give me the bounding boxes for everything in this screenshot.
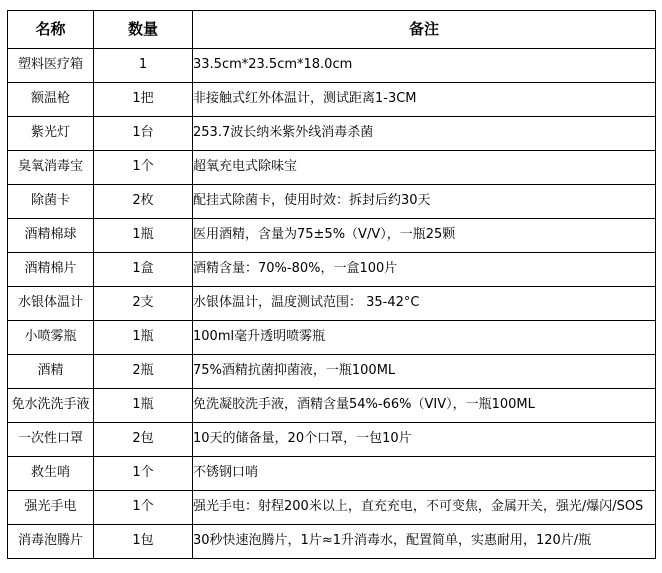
cell-note: 253.7波长纳米紫外线消毒杀菌 xyxy=(193,117,656,151)
cell-name: 强光手电 xyxy=(8,491,94,525)
cell-name: 一次性口罩 xyxy=(8,423,94,457)
supply-table xyxy=(7,10,656,559)
cell-name: 免水洗洗手液 xyxy=(8,389,94,423)
cell-note: 100ml毫升透明喷雾瓶 xyxy=(193,321,656,355)
table-row xyxy=(8,83,656,117)
cell-qty: 2枚 xyxy=(94,185,193,219)
table-row xyxy=(8,389,656,423)
table-row xyxy=(8,423,656,457)
cell-note: 30秒快速泡腾片，1片≈1升消毒水，配置简单，实惠耐用，120片/瓶 xyxy=(193,525,656,559)
cell-qty: 1个 xyxy=(94,457,193,491)
table-row xyxy=(8,151,656,185)
cell-qty: 2支 xyxy=(94,287,193,321)
cell-name: 酒精 xyxy=(8,355,94,389)
table-row xyxy=(8,219,656,253)
header-note: 备注 xyxy=(193,11,656,49)
header-name: 名称 xyxy=(8,11,94,49)
cell-qty: 1把 xyxy=(94,83,193,117)
table-row xyxy=(8,185,656,219)
cell-note: 医用酒精，含量为75±5%（V/V），一瓶25颗 xyxy=(193,219,656,253)
table-row xyxy=(8,525,656,559)
cell-note: 超氧充电式除味宝 xyxy=(193,151,656,185)
table-row xyxy=(8,457,656,491)
cell-qty: 1瓶 xyxy=(94,389,193,423)
cell-name: 额温枪 xyxy=(8,83,94,117)
table-row xyxy=(8,287,656,321)
cell-qty: 1个 xyxy=(94,151,193,185)
cell-name: 消毒泡腾片 xyxy=(8,525,94,559)
cell-qty: 1盒 xyxy=(94,253,193,287)
cell-note: 非接触式红外体温计，测试距离1-3CM xyxy=(193,83,656,117)
table-row xyxy=(8,491,656,525)
cell-note: 10天的储备量，20个口罩，一包10片 xyxy=(193,423,656,457)
cell-name: 除菌卡 xyxy=(8,185,94,219)
cell-name: 酒精棉片 xyxy=(8,253,94,287)
cell-qty: 1台 xyxy=(94,117,193,151)
cell-name: 救生哨 xyxy=(8,457,94,491)
table-row xyxy=(8,321,656,355)
header-row xyxy=(8,11,656,49)
cell-qty: 1包 xyxy=(94,525,193,559)
cell-name: 臭氧消毒宝 xyxy=(8,151,94,185)
cell-note: 酒精含量：70%-80%，一盒100片 xyxy=(193,253,656,287)
table-row xyxy=(8,253,656,287)
cell-qty: 1瓶 xyxy=(94,321,193,355)
cell-note: 强光手电：射程200米以上，直充充电，不可变焦，金属开关，强光/爆闪/SOS xyxy=(193,491,656,525)
cell-qty: 1 xyxy=(94,49,193,83)
cell-name: 小喷雾瓶 xyxy=(8,321,94,355)
cell-note: 75%酒精抗菌抑菌液，一瓶100ML xyxy=(193,355,656,389)
header-qty: 数量 xyxy=(94,11,193,49)
table-row xyxy=(8,49,656,83)
cell-qty: 2包 xyxy=(94,423,193,457)
cell-note: 33.5cm*23.5cm*18.0cm xyxy=(193,49,656,83)
cell-name: 塑料医疗箱 xyxy=(8,49,94,83)
cell-name: 酒精棉球 xyxy=(8,219,94,253)
cell-qty: 1个 xyxy=(94,491,193,525)
cell-note: 不锈钢口哨 xyxy=(193,457,656,491)
cell-qty: 2瓶 xyxy=(94,355,193,389)
cell-name: 水银体温计 xyxy=(8,287,94,321)
cell-qty: 1瓶 xyxy=(94,219,193,253)
table-row xyxy=(8,117,656,151)
cell-note: 配挂式除菌卡，使用时效：拆封后约30天 xyxy=(193,185,656,219)
cell-note: 水银体温计，温度测试范围： 35-42°C xyxy=(193,287,656,321)
cell-name: 紫光灯 xyxy=(8,117,94,151)
table-row xyxy=(8,355,656,389)
cell-note: 免洗凝胶洗手液，酒精含量54%-66%（VIV），一瓶100ML xyxy=(193,389,656,423)
